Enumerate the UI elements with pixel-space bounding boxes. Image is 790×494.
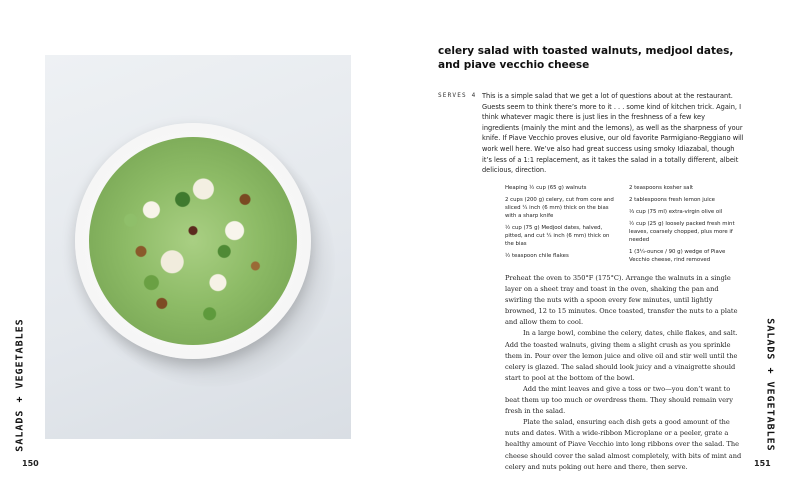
recipe-method (505, 273, 745, 473)
ingredient-item: ⅓ cup (75 ml) extra-virgin olive oil (629, 209, 723, 215)
method-paragraph: Preheat the oven to 350°F (175°C). Arrange the walnuts in a single layer on a sheet tray and toast in the oven, shaking the pan and swirling the nuts with a spoon every few minutes, until lightly browned, 12 to 15 minutes. Once toasted, transfer the nuts to a plate and allow them to cool. (505, 274, 738, 327)
ingredient-item: ½ cup (75 g) Medjool dates, halved, pitted, and cut ¼ inch (6 mm) thick on the bias (505, 225, 610, 247)
method-paragraph: In a large bowl, combine the celery, dates, chile flakes, and salt. Add the toasted walnuts, giving them a slight crush as you sprinkle them in. Pour over the lemon juice and olive oil and stir well until the celery is glazed. The salad should look juicy and a vinaigrette should start to pool at the bottom of the bowl. (505, 329, 738, 382)
ingredient-item: 2 tablespoons fresh lemon juice (629, 197, 715, 203)
section-tab-label: SALADS + VEGETABLES (764, 318, 776, 452)
section-tab-left (10, 318, 30, 452)
section-tab-label: SALADS + VEGETABLES (14, 318, 26, 452)
salad-photo (45, 55, 351, 439)
recipe-title: celery salad with toasted walnuts, medjool dates, and piave vecchio cheese (438, 45, 734, 71)
page-number-left: 150 (22, 459, 39, 468)
ingredient-item: 2 cups (200 g) celery, cut from core and sliced ¼ inch (6 mm) thick on the bias with a sharp knife (505, 197, 614, 219)
method-paragraph: Add the mint leaves and give a toss or two—you don’t want to beat them up too much or overdress them. They should remain very fresh in the salad. (505, 384, 733, 416)
ingredient-item: ½ teaspoon chile flakes (505, 253, 569, 259)
ingredient-list (505, 184, 749, 264)
ingredient-column-right (629, 184, 745, 264)
ingredient-item: ½ cup (25 g) loosely packed fresh mint leaves, coarsely chopped, plus more if needed (629, 221, 735, 243)
ingredient-item: 2 teaspoons kosher salt (629, 185, 694, 191)
ingredient-column-left (505, 184, 617, 264)
page-number-right: 151 (754, 459, 771, 468)
ingredient-item: Heaping ½ cup (65 g) walnuts (505, 185, 587, 191)
recipe-intro: This is a simple salad that we get a lot of questions about at the restaurant. Guests seem to think there’s more to it . . . some kind of kitchen trick. Again, I think whatever magic there is just lies in the freshness of a few key ingredients (mainly the mint and the lemons), as well as the sharpness of your knife. If Piave Vecchio proves elusive, our old favorite Parmigiano-Reggiano will work well here. We’ve also had great success using smoky Idiazabal, though it’s less of a 1:1 replacement, as it takes the salad in a totally different, albeit delicious, direction. (482, 92, 744, 175)
section-tab-right (760, 318, 780, 452)
method-paragraph: Plate the salad, ensuring each dish gets a good amount of the nuts and dates. With a wide-ribbon Microplane or a peeler, grate a healthy amount of Piave Vecchio into long ribbons over the salad. The cheese should cover the salad almost completely, with bits of mint and celery and nuts poking out here and there, then serve. (505, 418, 742, 471)
serves-label: SERVES 4 (438, 92, 477, 99)
celery-salad (89, 137, 297, 345)
ingredient-item: 1 (3¼-ounce / 90 g) wedge of Piave Vecchio cheese, rind removed (629, 249, 726, 263)
